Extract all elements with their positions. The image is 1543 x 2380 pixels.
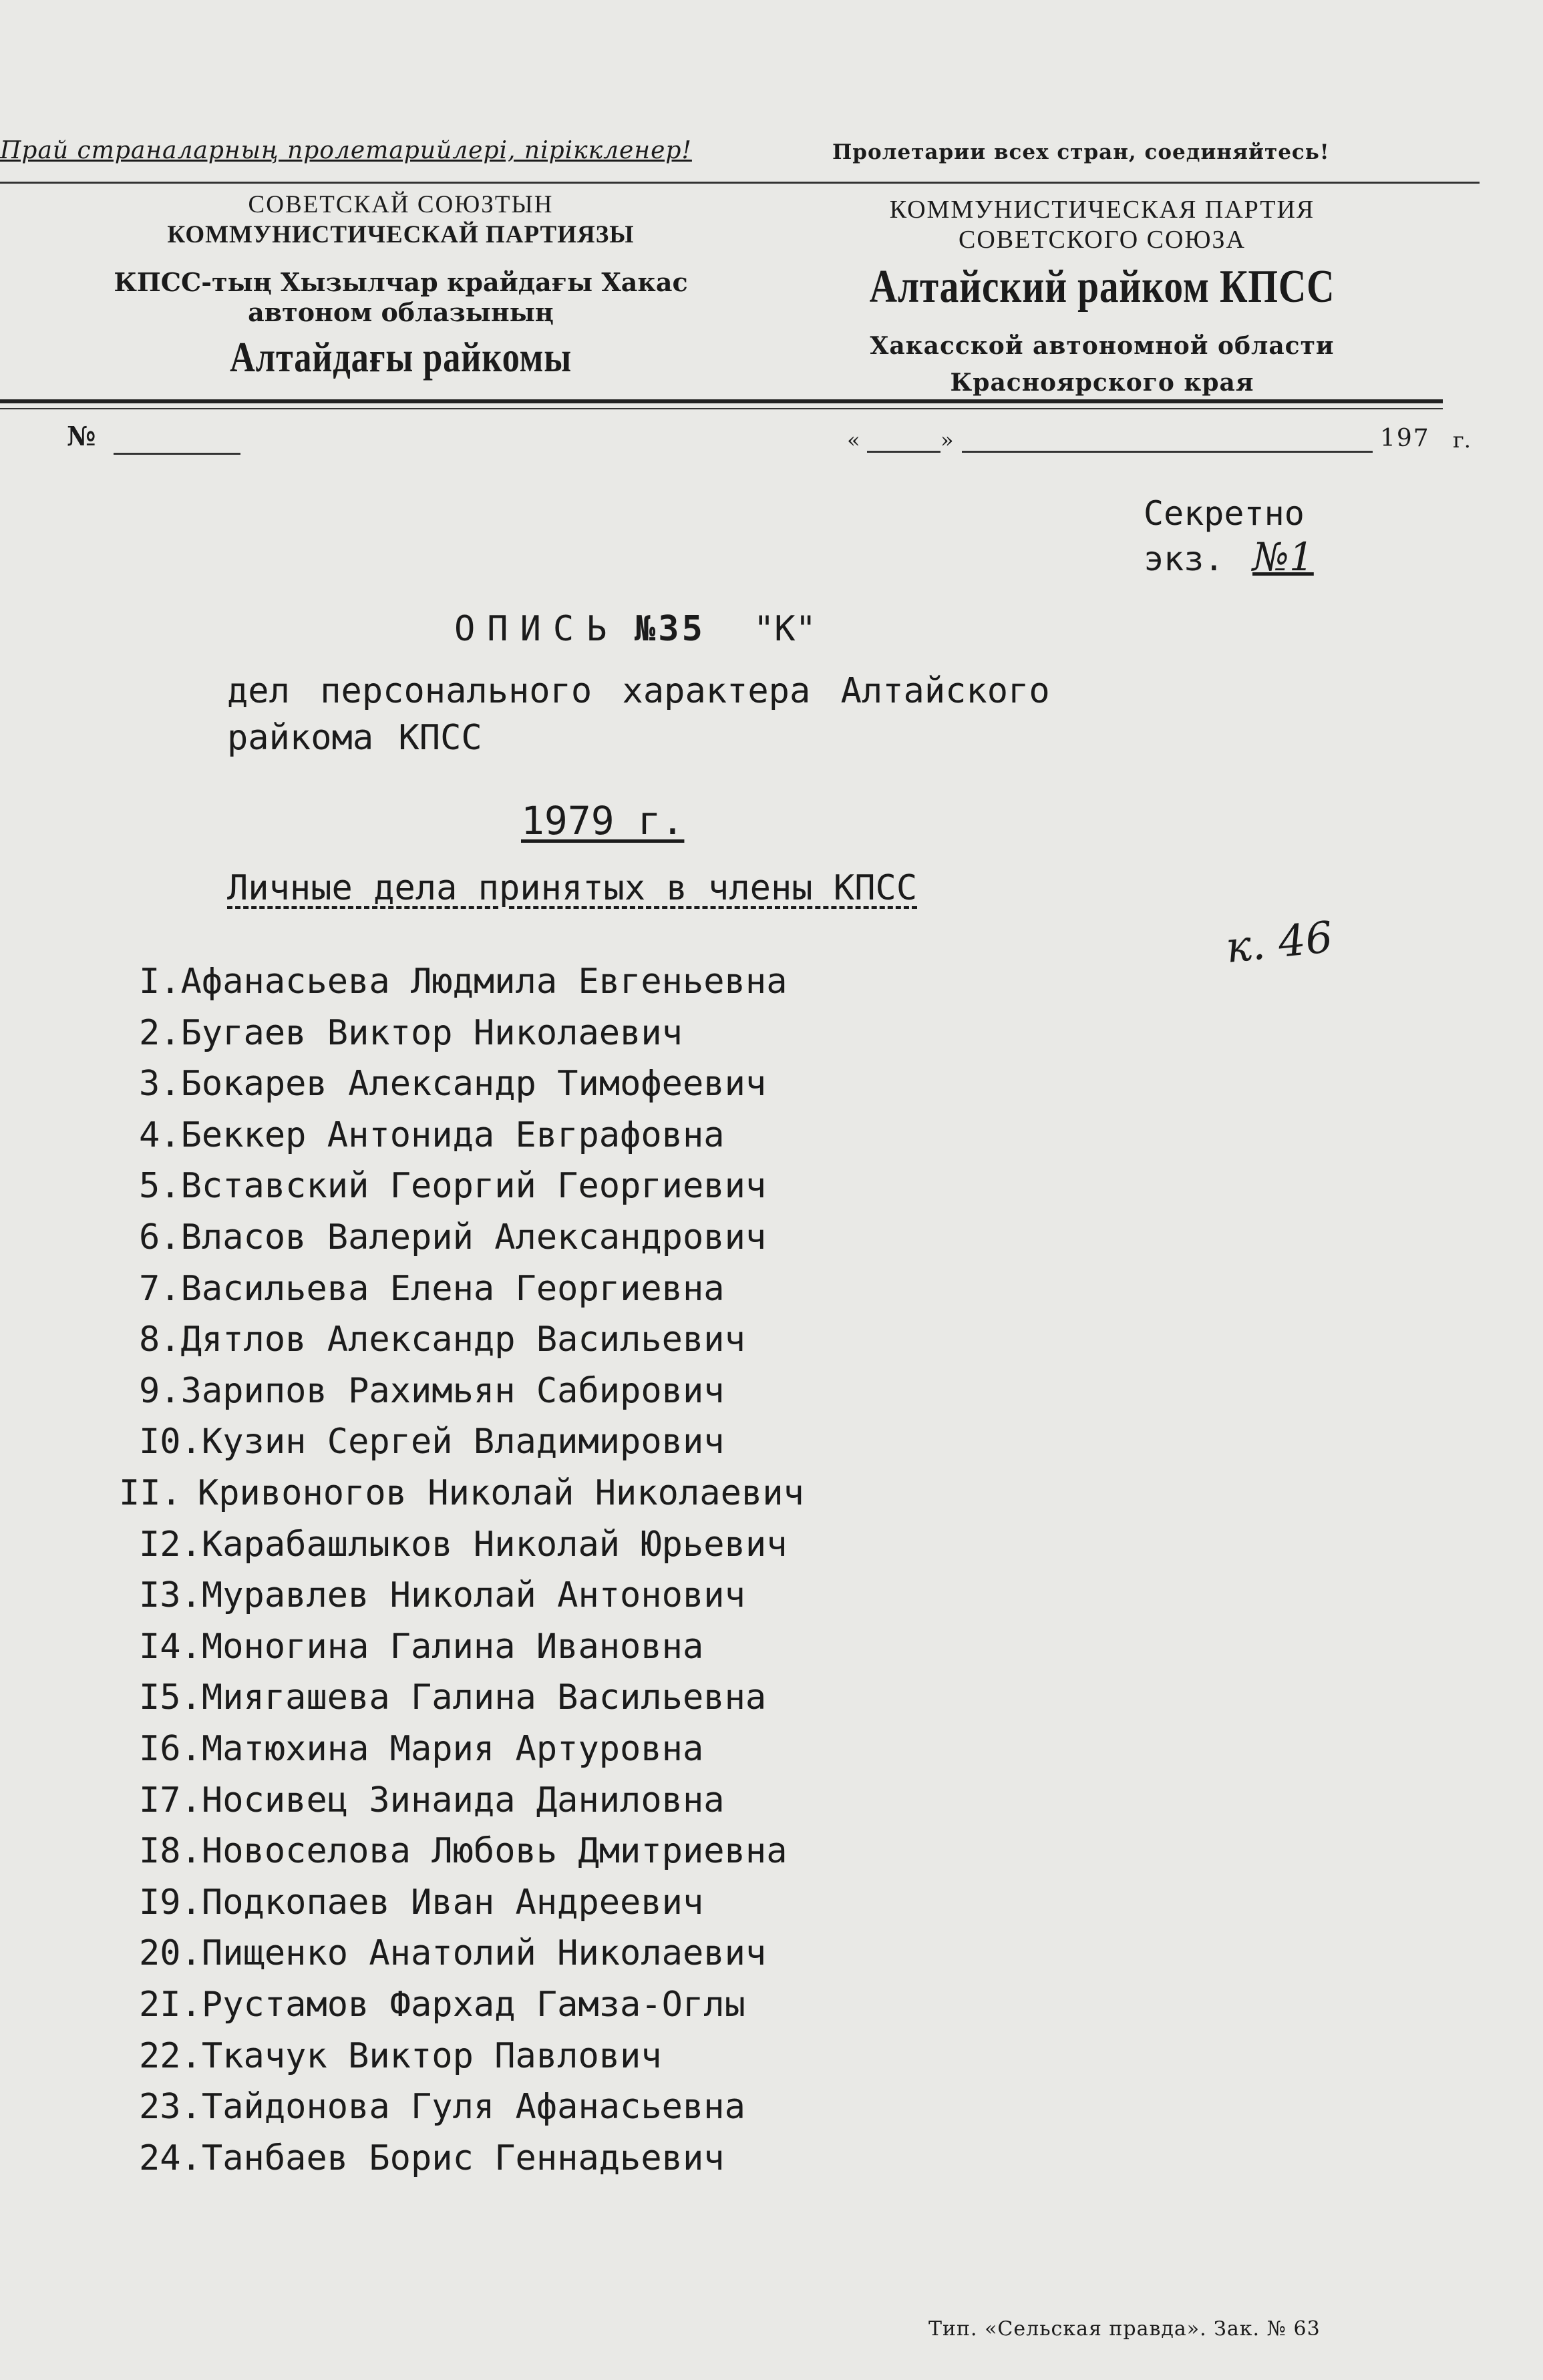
secret-label: Секретно	[1144, 494, 1305, 533]
list-item-number: I4.	[139, 1626, 202, 1667]
copy-label: экз.	[1144, 540, 1224, 578]
list-item	[139, 1269, 725, 1309]
list-item	[139, 1064, 766, 1104]
letterhead-right-line5: Красноярского края	[950, 369, 1254, 397]
letterhead-right-line4: Хакасской автономной области	[870, 332, 1335, 360]
list-item-number: 20.	[139, 1933, 202, 1974]
list-item-number: I2.	[139, 1524, 202, 1565]
list-item-number: 22.	[139, 2035, 202, 2076]
list-item-name: Карабашлыков Николай Юрьевич	[201, 1524, 788, 1565]
list-item-name: Матюхина Мария Артуровна	[201, 1729, 704, 1769]
letterhead-left-line5: Алтайдағы райкомы	[229, 333, 572, 381]
document-number-blank	[114, 453, 240, 455]
list-item-number: I.	[139, 962, 181, 1002]
list-item	[139, 1627, 703, 1667]
list-item	[139, 1575, 745, 1615]
list-item-number: 2.	[139, 1012, 181, 1053]
list-item	[139, 1371, 725, 1411]
list-item-name: Кривоногов Николай Николаевич	[197, 1473, 804, 1513]
list-item-number: 2I.	[139, 1985, 202, 2025]
list-item-name: Миягашева Галина Васильевна	[201, 1677, 767, 1718]
list-item-name: Зарипов Рахимьян Сабирович	[180, 1370, 725, 1411]
list-item-number: I6.	[139, 1729, 202, 1769]
list-item-name: Носивец Зинаида Даниловна	[201, 1780, 725, 1820]
list-item	[139, 1780, 725, 1820]
list-item-name: Подкопаев Иван Андреевич	[201, 1882, 704, 1923]
slogan-right: Пролетарии всех стран, соединяйтесь!	[832, 140, 1330, 164]
document-subtitle-line2: райкома КПСС	[227, 718, 482, 758]
list-item	[139, 1166, 766, 1206]
list-item	[139, 1013, 683, 1053]
list-item	[139, 1320, 745, 1360]
list-item-name: Ткачук Виктор Павлович	[201, 2035, 662, 2076]
letterhead-right-line1: КОММУНИСТИЧЕСКАЯ ПАРТИЯ	[889, 196, 1315, 224]
list-item	[139, 1422, 725, 1462]
list-item	[139, 1831, 788, 1871]
date-month-blank	[962, 451, 1373, 453]
list-item	[139, 2087, 745, 2127]
list-item-number: 4.	[139, 1115, 181, 1155]
section-heading: Личные дела принятых в члены КПСС	[227, 868, 918, 908]
document-title: ОПИСЬ	[454, 609, 619, 649]
list-item-name: Новоселова Любовь Дмитриевна	[201, 1831, 788, 1872]
list-item	[139, 1985, 745, 2025]
document-title-number: №35	[635, 609, 705, 649]
list-item-number: I0.	[139, 1422, 202, 1462]
list-item-number: I7.	[139, 1780, 202, 1820]
list-item-number: 3.	[139, 1064, 181, 1105]
list-item	[139, 2138, 725, 2178]
list-item-name: Муравлев Николай Антонович	[201, 1575, 745, 1616]
letterhead-right-line3: Алтайский райком КПСС	[869, 261, 1335, 313]
list-item-name: Бокарев Александр Тимофеевич	[180, 1064, 767, 1105]
slogan-underline	[0, 182, 1480, 184]
letterhead-left-line2: КОММУНИСТИЧЕСКАЙ ПАРТИЯЗЫ	[167, 221, 635, 248]
list-item-number: II.	[119, 1473, 182, 1513]
list-item-name: Афанасьева Людмила Евгеньевна	[180, 962, 788, 1002]
list-item-number: I9.	[139, 1882, 202, 1923]
list-item-name: Моногина Галина Ивановна	[201, 1626, 704, 1667]
list-item-name: Власов Валерий Александрович	[180, 1217, 767, 1257]
list-item-name: Бугаев Виктор Николаевич	[180, 1012, 683, 1053]
date-day-blank	[867, 451, 940, 453]
letterhead-left-line3: КПСС-тың Хызылчар крайдағы Хакас	[114, 267, 688, 297]
list-item	[139, 1115, 725, 1155]
list-item	[139, 1933, 766, 1973]
list-item-number: I8.	[139, 1831, 202, 1872]
list-item	[139, 1729, 703, 1769]
list-item	[139, 1525, 788, 1565]
document-subtitle-line1: дел персонального характера Алтайского	[227, 671, 1050, 711]
list-item-name: Танбаев Борис Геннадьевич	[201, 2138, 725, 2178]
list-item-number: 9.	[139, 1370, 181, 1411]
list-item-number: 24.	[139, 2138, 202, 2178]
list-item	[139, 962, 788, 1002]
printer-footer: Тип. «Сельская правда». Зак. № 63	[928, 2317, 1321, 2341]
list-item-name: Кузин Сергей Владимирович	[201, 1422, 725, 1462]
letterhead-rule-thin	[0, 408, 1443, 409]
list-item-number: 5.	[139, 1166, 181, 1207]
letterhead-right-line2: СОВЕТСКОГО СОЮЗА	[958, 226, 1246, 254]
list-item-name: Тайдонова Гуля Афанасьевна	[201, 2087, 745, 2128]
handwritten-box-note: к. 46	[1223, 912, 1335, 974]
date-year-suffix: г.	[1453, 427, 1471, 453]
list-item-number: 7.	[139, 1268, 181, 1309]
slogan-left: Прай страналарның пролетарийлері, піріккленер!	[0, 137, 692, 164]
list-item-name: Васильева Елена Георгиевна	[180, 1268, 725, 1309]
list-item-name: Рустамов Фархад Гамза-Оглы	[201, 1985, 745, 2025]
letterhead-rule-thick	[0, 399, 1443, 403]
date-quote-close: »	[940, 427, 954, 453]
date-year-prefix: 197	[1380, 425, 1430, 452]
list-item	[139, 1882, 703, 1923]
date-quote-open: «	[847, 427, 860, 453]
list-item-name: Пищенко Анатолий Николаевич	[201, 1933, 767, 1974]
letterhead-left-line1: СОВЕТСКАЙ СОЮЗТЫН	[248, 191, 554, 218]
list-item-number: I3.	[139, 1575, 202, 1616]
letterhead-left-line4: автоном облазының	[248, 297, 554, 327]
list-item	[139, 1217, 766, 1257]
list-item-number: 23.	[139, 2087, 202, 2128]
list-item	[139, 1677, 766, 1718]
document-number-label: №	[67, 421, 96, 452]
copy-number: №1	[1252, 534, 1314, 580]
list-item	[119, 1473, 804, 1513]
list-item-name: Беккер Антонида Евграфовна	[180, 1115, 725, 1155]
list-item	[139, 2036, 662, 2076]
list-item-name: Вставский Георгий Георгиевич	[180, 1166, 767, 1207]
list-item-name: Дятлов Александр Васильевич	[180, 1320, 745, 1360]
list-item-number: 6.	[139, 1217, 181, 1257]
list-item-number: I5.	[139, 1677, 202, 1718]
list-item-number: 8.	[139, 1320, 181, 1360]
document-year: 1979 г.	[521, 798, 685, 843]
document-title-suffix: "К"	[753, 609, 816, 649]
